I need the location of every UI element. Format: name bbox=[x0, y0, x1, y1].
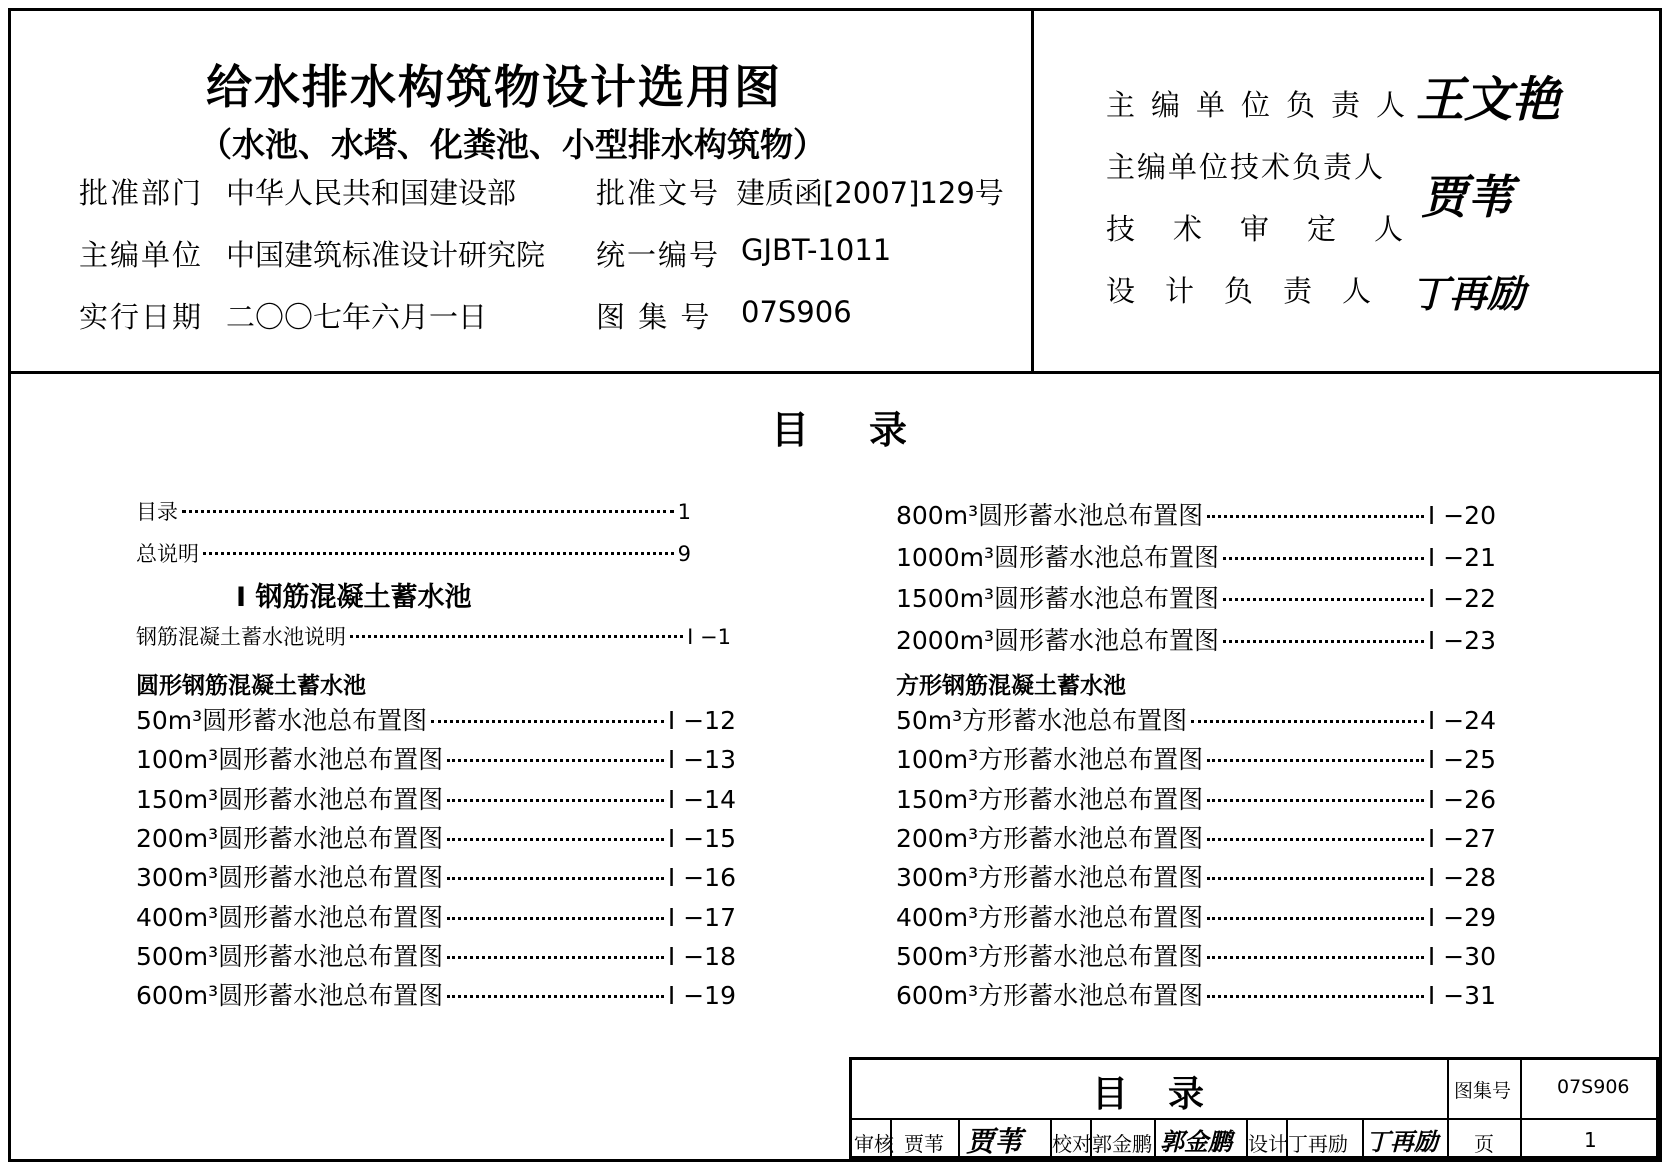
round-tank-heading: 圆形钢筋混凝土蓄水池 bbox=[136, 673, 366, 699]
toc-item-label: 400m³方形蓄水池总布置图 bbox=[896, 902, 1204, 932]
toc-item-label: 100m³方形蓄水池总布置图 bbox=[896, 745, 1204, 775]
toc-item-label: 200m³方形蓄水池总布置图 bbox=[896, 823, 1204, 853]
toc-item-label: 1000m³圆形蓄水池总布置图 bbox=[896, 542, 1219, 572]
toc-item-page: I −26 bbox=[1427, 784, 1496, 814]
section-heading-I: I 钢筋混凝土蓄水池 bbox=[236, 582, 472, 613]
toc-item-label: 1500m³圆形蓄水池总布置图 bbox=[896, 584, 1219, 613]
toc-item-general-notes[interactable]: 总说明 9 bbox=[136, 542, 691, 566]
toc-item-page: I −18 bbox=[667, 941, 736, 971]
toc-item-page: I −22 bbox=[1427, 584, 1496, 613]
leader-dots bbox=[447, 917, 664, 920]
leader-dots bbox=[1207, 515, 1424, 518]
toc-item[interactable] bbox=[896, 496, 1496, 532]
toc-item-page: I −14 bbox=[667, 784, 736, 814]
square-tank-heading: 方形钢筋混凝土蓄水池 bbox=[896, 673, 1126, 699]
leader-dots bbox=[1223, 640, 1424, 643]
leader-dots bbox=[182, 510, 674, 513]
toc-item-page: I −28 bbox=[1427, 863, 1496, 893]
designer-signature: 丁再励 bbox=[1366, 1127, 1438, 1156]
toc-item[interactable] bbox=[896, 858, 1496, 894]
leader-dots bbox=[350, 635, 683, 638]
toc-item[interactable] bbox=[896, 976, 1496, 1012]
toc-item-page: I −16 bbox=[667, 863, 736, 893]
atlas-number-label: 图 集 号 bbox=[596, 300, 712, 334]
title-block bbox=[849, 1057, 1659, 1159]
review-label: 审核 bbox=[854, 1132, 894, 1156]
reviewer-divider bbox=[958, 1118, 960, 1160]
toc-item-page: I −29 bbox=[1427, 902, 1496, 932]
toc-item-rc-tank-notes[interactable]: 钢筋混凝土蓄水池说明 I −1 bbox=[136, 625, 731, 649]
toc-title: 目录 bbox=[771, 408, 968, 452]
toc-item-page: I −17 bbox=[667, 902, 736, 932]
toc-item[interactable] bbox=[896, 538, 1496, 574]
atlas-number-value: 07S906 bbox=[741, 295, 852, 329]
toc-item-label: 150m³方形蓄水池总布置图 bbox=[896, 784, 1204, 814]
toc-item[interactable] bbox=[896, 579, 1496, 615]
toc-item-label: 500m³圆形蓄水池总布置图 bbox=[136, 941, 444, 971]
toc-item[interactable] bbox=[896, 898, 1496, 934]
effective-date-label: 实行日期 bbox=[79, 300, 204, 334]
tech-reviewer-label: 技术审定人 bbox=[1106, 212, 1442, 246]
toc-item[interactable] bbox=[136, 976, 736, 1012]
toc-item-label: 500m³方形蓄水池总布置图 bbox=[896, 941, 1204, 971]
toc-item-label: 50m³圆形蓄水池总布置图 bbox=[136, 706, 428, 735]
document-subtitle: （水池、水塔、化粪池、小型排水构筑物） bbox=[199, 125, 826, 164]
leader-dots bbox=[1223, 557, 1424, 560]
toc-item-label: 300m³圆形蓄水池总布置图 bbox=[136, 863, 444, 893]
leader-dots bbox=[1207, 917, 1424, 920]
toc-item-label: 50m³方形蓄水池总布置图 bbox=[896, 706, 1188, 735]
toc-item-page: I −24 bbox=[1427, 706, 1496, 735]
title-block-atlas-label: 图集号 bbox=[1454, 1080, 1512, 1102]
leader-dots bbox=[447, 877, 664, 880]
leader-dots bbox=[1207, 799, 1424, 802]
toc-item[interactable] bbox=[136, 701, 736, 737]
toc-item-page: I −31 bbox=[1427, 981, 1496, 1011]
document-title: 给水排水构筑物设计选用图 bbox=[206, 60, 782, 114]
approval-dept-value: 中华人民共和国建设部 bbox=[226, 176, 517, 210]
toc-item-label: 600m³方形蓄水池总布置图 bbox=[896, 981, 1204, 1011]
designer-sig-divider bbox=[1362, 1118, 1364, 1160]
page-value: 1 bbox=[1584, 1128, 1597, 1152]
reviewer-name: 贾苇 bbox=[904, 1132, 944, 1156]
editor-unit-value: 中国建筑标准设计研究院 bbox=[226, 238, 546, 272]
toc-item-label: 300m³方形蓄水池总布置图 bbox=[896, 863, 1204, 893]
leader-dots bbox=[1207, 838, 1424, 841]
checker-signature: 郭金鹏 bbox=[1160, 1127, 1232, 1156]
toc-item[interactable] bbox=[896, 740, 1496, 776]
toc-item-page: I −12 bbox=[667, 706, 736, 735]
drawing-frame bbox=[8, 8, 1662, 1162]
toc-item-label: 150m³圆形蓄水池总布置图 bbox=[136, 784, 444, 814]
approval-dept-label: 批准部门 bbox=[79, 176, 204, 210]
toc-item-page: I −30 bbox=[1427, 941, 1496, 971]
toc-item-label: 400m³圆形蓄水池总布置图 bbox=[136, 902, 444, 932]
toc-item-label: 600m³圆形蓄水池总布置图 bbox=[136, 981, 444, 1011]
toc-item-page: I −25 bbox=[1427, 745, 1496, 775]
reviewer-signature: 贾苇 bbox=[966, 1125, 1023, 1158]
checker-sig-divider bbox=[1154, 1118, 1156, 1160]
toc-item-page: I −27 bbox=[1427, 823, 1496, 853]
header-divider bbox=[11, 371, 1659, 374]
toc-item[interactable] bbox=[896, 780, 1496, 816]
header-vertical-divider bbox=[1031, 11, 1034, 371]
leader-dots bbox=[447, 838, 664, 841]
atlas-cell-divider bbox=[1447, 1060, 1449, 1160]
toc-item[interactable] bbox=[136, 858, 736, 894]
checker-name: 郭金鹏 bbox=[1092, 1132, 1152, 1156]
toc-item-page: I −13 bbox=[667, 745, 736, 775]
toc-item[interactable] bbox=[896, 937, 1496, 973]
leader-dots bbox=[1191, 720, 1424, 723]
toc-item-label: 100m³圆形蓄水池总布置图 bbox=[136, 745, 444, 775]
toc-item[interactable] bbox=[896, 819, 1496, 855]
chief-tech-leader-label: 主编单位技术负责人 bbox=[1106, 150, 1386, 184]
leader-dots bbox=[1223, 598, 1424, 601]
leader-dots bbox=[203, 552, 674, 555]
title-block-name: 目录 bbox=[1092, 1074, 1245, 1115]
effective-date-value: 二〇〇七年六月一日 bbox=[226, 300, 488, 334]
toc-item[interactable] bbox=[136, 740, 736, 776]
toc-item-page: I −23 bbox=[1427, 625, 1496, 655]
page-label: 页 bbox=[1474, 1132, 1494, 1156]
signature-jia-wei: 贾苇 bbox=[1421, 170, 1513, 224]
approval-doc-value: 建质函[2007]129号 bbox=[736, 176, 1004, 210]
toc-item-page: I −19 bbox=[667, 981, 736, 1011]
toc-item[interactable] bbox=[896, 701, 1496, 737]
atlas-value-divider bbox=[1520, 1060, 1522, 1160]
unified-code-value: GJBT-1011 bbox=[741, 233, 892, 267]
toc-item[interactable] bbox=[136, 937, 736, 973]
unified-code-label: 统一编号 bbox=[596, 238, 721, 272]
toc-item-page: I −20 bbox=[1427, 501, 1496, 530]
leader-dots bbox=[447, 759, 664, 762]
toc-item[interactable] bbox=[136, 898, 736, 934]
toc-item-page: I −15 bbox=[667, 823, 736, 853]
editor-unit-label: 主编单位 bbox=[79, 238, 204, 272]
chief-unit-leader-label: 主编单位负责人 bbox=[1106, 88, 1422, 122]
toc-item-label: 800m³圆形蓄水池总布置图 bbox=[896, 501, 1204, 530]
toc-item-label: 2000m³圆形蓄水池总布置图 bbox=[896, 625, 1219, 655]
toc-item[interactable] bbox=[896, 621, 1496, 657]
leader-dots bbox=[431, 720, 664, 723]
title-block-atlas-value: 07S906 bbox=[1557, 1076, 1630, 1098]
leader-dots bbox=[1207, 995, 1424, 998]
check-label: 校对 bbox=[1052, 1132, 1092, 1156]
leader-dots bbox=[447, 995, 664, 998]
leader-dots bbox=[1207, 759, 1424, 762]
leader-dots bbox=[1207, 877, 1424, 880]
design-label: 设计 bbox=[1248, 1132, 1288, 1156]
designer-name: 丁再励 bbox=[1288, 1132, 1348, 1156]
toc-item[interactable] bbox=[136, 780, 736, 816]
approval-doc-label: 批准文号 bbox=[596, 176, 721, 210]
leader-dots bbox=[447, 956, 664, 959]
leader-dots bbox=[447, 799, 664, 802]
toc-item-contents[interactable]: 目录 1 bbox=[136, 500, 691, 524]
toc-item-label: 200m³圆形蓄水池总布置图 bbox=[136, 823, 444, 853]
toc-item[interactable] bbox=[136, 819, 736, 855]
toc-item-page: I −21 bbox=[1427, 542, 1496, 572]
design-leader-label: 设计负责人 bbox=[1106, 274, 1402, 308]
signature-wang-wenyan: 王文艳 bbox=[1416, 72, 1561, 128]
leader-dots bbox=[1207, 956, 1424, 959]
signature-ding-zaili: 丁再励 bbox=[1411, 271, 1526, 316]
